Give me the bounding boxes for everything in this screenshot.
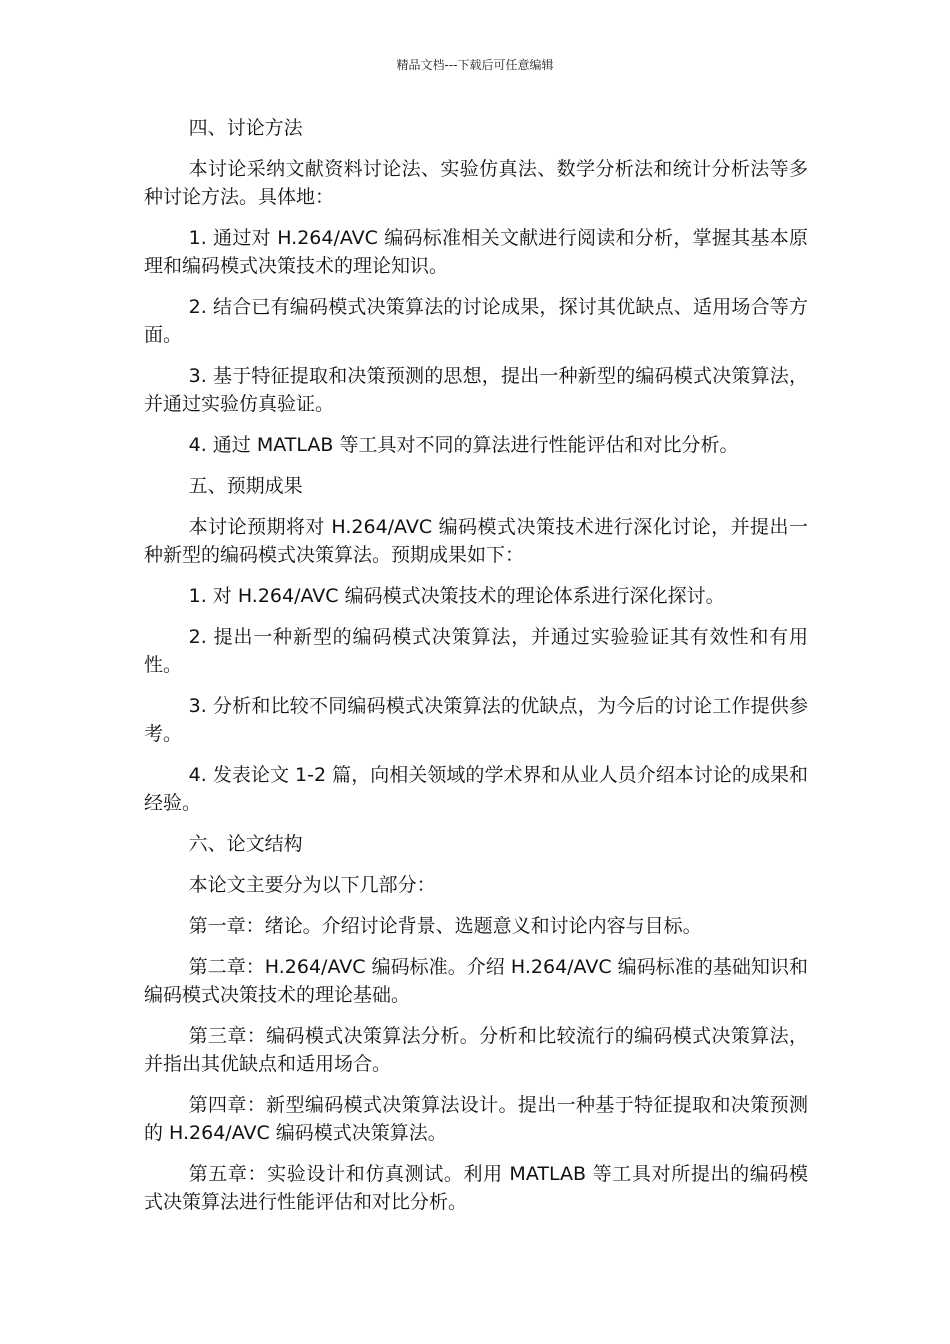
list-item: 2. 结合已有编码模式决策算法的讨论成果，探讨其优缺点、适用场合等方面。 xyxy=(144,296,808,346)
list-item: 4. 发表论文 1-2 篇，向相关领域的学术界和从业人员介绍本讨论的成果和经验。 xyxy=(144,764,808,814)
list-item: 1. 对 H.264/AVC 编码模式决策技术的理论体系进行深化探讨。 xyxy=(188,585,725,607)
section-heading-expected-results: 五、预期成果 xyxy=(188,475,303,497)
section-heading-thesis-structure: 六、论文结构 xyxy=(188,833,303,855)
chapter-item: 第四章：新型编码模式决策算法设计。提出一种基于特征提取和决策预测的 H.264/AVC 编码模式决策算法。 xyxy=(144,1094,808,1144)
document-body xyxy=(144,114,808,1229)
list-item: 2. 提出一种新型的编码模式决策算法，并通过实验验证其有效性和有用性。 xyxy=(144,626,808,676)
section-heading-methods: 四、讨论方法 xyxy=(188,117,303,139)
chapter-item: 第五章：实验设计和仿真测试。利用 MATLAB 等工具对所提出的编码模式决策算法进行性能评估和对比分析。 xyxy=(144,1163,808,1213)
chapter-item: 第三章：编码模式决策算法分析。分析和比较流行的编码模式决策算法，并指出其优缺点和适用场合。 xyxy=(144,1025,808,1075)
chapter-item: 第一章：绪论。介绍讨论背景、选题意义和讨论内容与目标。 xyxy=(188,915,702,937)
paragraph: 本讨论预期将对 H.264/AVC 编码模式决策技术进行深化讨论，并提出一种新型的编码模式决策算法。预期成果如下： xyxy=(144,516,808,566)
paragraph: 本讨论采纳文献资料讨论法、实验仿真法、数学分析法和统计分析法等多种讨论方法。具体地： xyxy=(144,158,808,208)
list-item: 4. 通过 MATLAB 等工具对不同的算法进行性能评估和对比分析。 xyxy=(188,434,739,456)
list-item: 3. 分析和比较不同编码模式决策算法的优缺点，为今后的讨论工作提供参考。 xyxy=(144,695,808,745)
list-item: 1. 通过对 H.264/AVC 编码标准相关文献进行阅读和分析，掌握其基本原理和编码模式决策技术的理论知识。 xyxy=(144,227,808,277)
page-header: 精品文档---下载后可任意编辑 xyxy=(396,58,554,72)
chapter-item: 第二章：H.264/AVC 编码标准。介绍 H.264/AVC 编码标准的基础知识和编码模式决策技术的理论基础。 xyxy=(144,956,808,1006)
list-item: 3. 基于特征提取和决策预测的思想，提出一种新型的编码模式决策算法，并通过实验仿真验证。 xyxy=(144,365,808,415)
paragraph: 本论文主要分为以下几部分： xyxy=(188,874,436,896)
